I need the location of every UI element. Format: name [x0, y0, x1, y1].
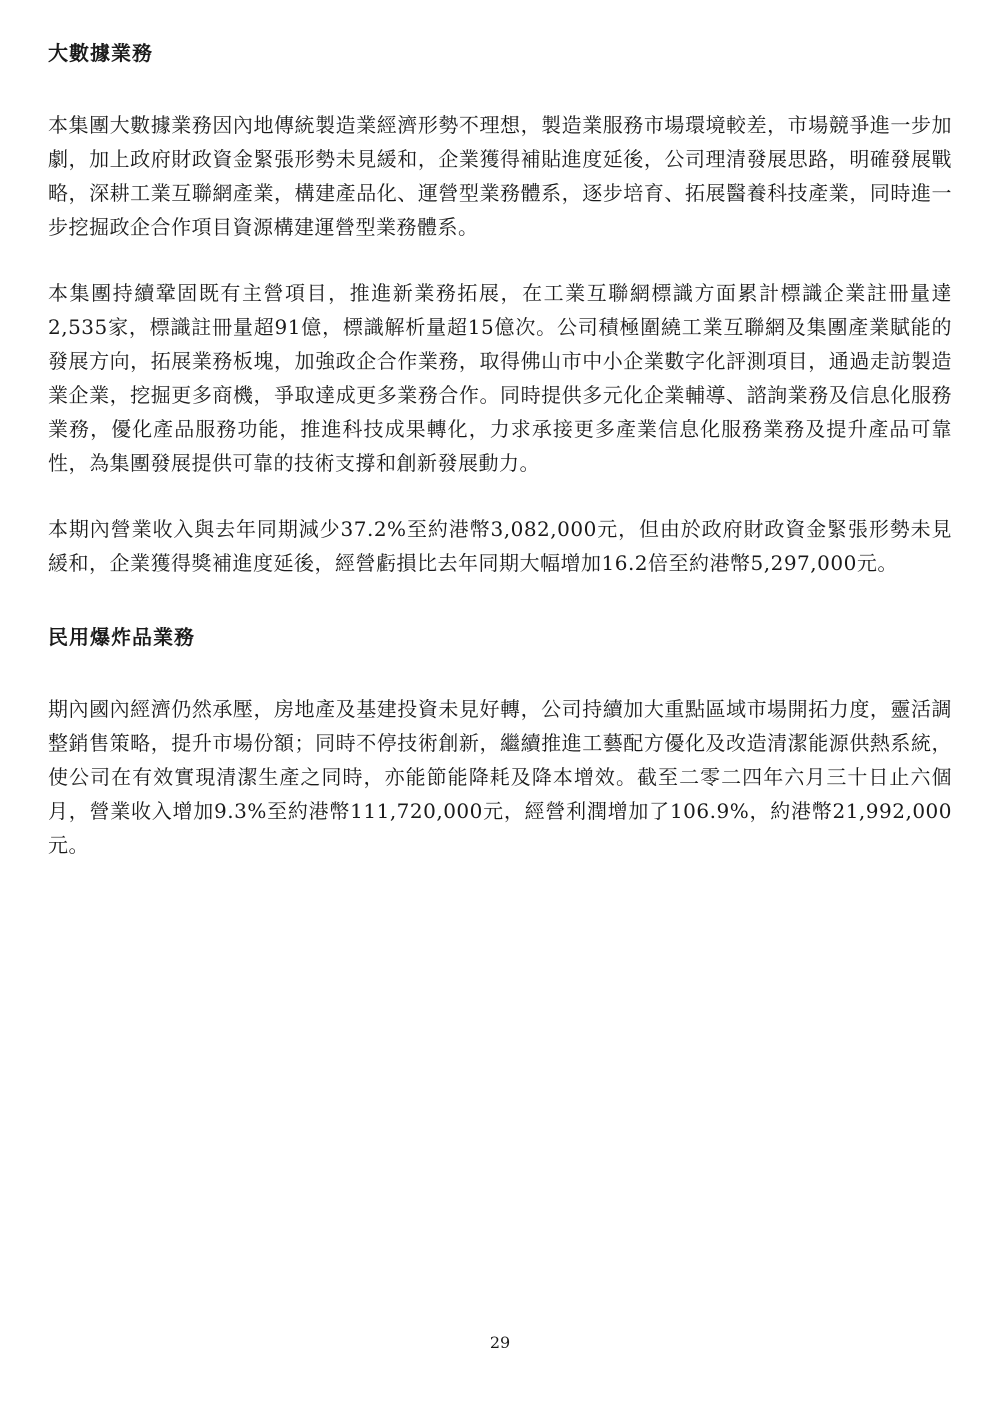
section-heading-big-data: 大數據業務 — [48, 41, 153, 65]
paragraph-big-data-overview: 本集團大數據業務因內地傳統製造業經濟形勢不理想，製造業服務市場環境較差，市場競爭進一步加劇，加上政府財政資金緊張形勢未見緩和，企業獲得補貼進度延後，公司理清發展思路，明確發展戰略，深耕工業互聯網產業，構建產品化、運營型業務體系，逐步培育、拓展醫養科技產業，同時進一步挖掘政企合作項目資源構建運營型業務體系。 — [48, 113, 952, 239]
section-heading-civil-explosives: 民用爆炸品業務 — [48, 625, 195, 649]
paragraph-civil-explosives: 期內國內經濟仍然承壓，房地產及基建投資未見好轉，公司持續加大重點區域市場開拓力度，靈活調整銷售策略，提升市場份額；同時不停技術創新，繼續推進工藝配方優化及改造清潔能源供熱系統，使公司在有效實現清潔生產之同時，亦能節能降耗及降本增效。截至二零二四年六月三十日止六個月，營業收入增加9.3%至約港幣111,720,000元，經營利潤增加了106.9%，約港幣21,992,000元。 — [48, 697, 952, 857]
page-number: 29 — [489, 1333, 511, 1352]
paragraph-big-data-results: 本期內營業收入與去年同期減少37.2%至約港幣3,082,000元，但由於政府財政資金緊張形勢未見緩和，企業獲得獎補進度延後，經營虧損比去年同期大幅增加16.2倍至約港幣5,297,000元。 — [48, 517, 952, 575]
paragraph-big-data-projects: 本集團持續鞏固既有主營項目，推進新業務拓展，在工業互聯網標識方面累計標識企業註冊量達2,535家，標識註冊量超91億，標識解析量超15億次。公司積極圍繞工業互聯網及集團產業賦能的發展方向，拓展業務板塊，加強政企合作業務，取得佛山市中小企業數字化評測項目，通過走訪製造業企業，挖掘更多商機，爭取達成更多業務合作。同時提供多元化企業輔導、諮詢業務及信息化服務業務，優化產品服務功能，推進科技成果轉化，力求承接更多產業信息化服務業務及提升產品可靠性，為集團發展提供可靠的技術支撐和創新發展動力。 — [48, 281, 952, 475]
document-body — [48, 38, 952, 862]
